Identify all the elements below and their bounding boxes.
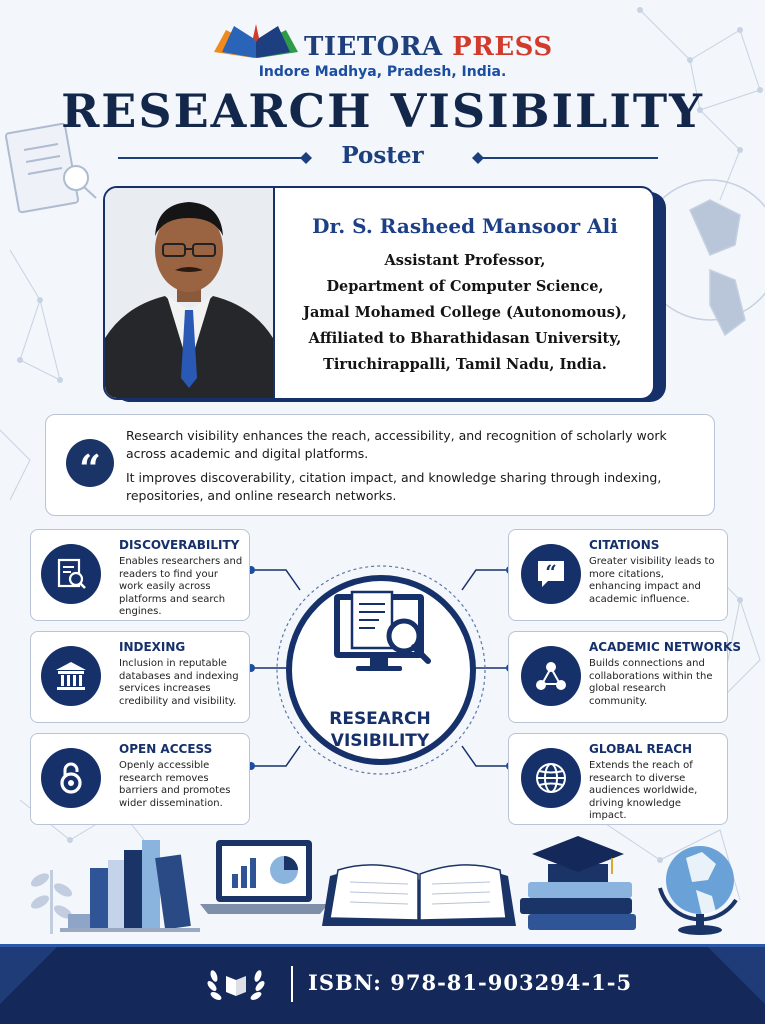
feature-card-global-reach <box>508 733 728 825</box>
center-label-line2: VISIBILITY <box>330 731 430 751</box>
isbn-text: ISBN: 978-81-903294-1-5 <box>308 970 633 995</box>
poster-subtitle: Poster <box>341 142 424 169</box>
feature-description: Openly accessible research removes barriers and promotes wider dissemination. <box>119 760 231 809</box>
open-book-icon <box>322 865 516 926</box>
bottom-illustration <box>0 830 765 944</box>
center-label-line1: RESEARCH <box>329 709 431 729</box>
feature-title: CITATIONS <box>589 538 660 552</box>
feature-description: Extends the reach of research to diverse audiences worldwide, driving knowledge impact. <box>589 760 698 821</box>
publisher-name <box>304 32 553 62</box>
author-photo <box>105 188 275 398</box>
feature-title: GLOBAL REACH <box>589 742 693 756</box>
intro-paragraph-2: It improves discoverability, citation impact, and knowledge sharing through indexing, repositories, and online research networks. <box>126 470 662 503</box>
feature-card-academic-networks <box>508 631 741 723</box>
author-affiliation: Affiliated to Bharathidasan University, <box>308 330 622 347</box>
books-icon <box>60 840 200 932</box>
feature-title: DISCOVERABILITY <box>119 538 240 552</box>
quote-icon: “ <box>66 439 114 487</box>
feature-card-open-access <box>30 733 250 825</box>
graduation-cap-books-icon <box>520 836 636 930</box>
plant-icon <box>29 870 74 934</box>
author-location: Tiruchirappalli, Tamil Nadu, India. <box>323 356 607 373</box>
feature-description: Greater visibility leads to more citations, enhancing impact and academic influence. <box>589 556 715 605</box>
quote-bubble-icon <box>521 544 581 604</box>
svg-text:“: “ <box>545 560 557 584</box>
profile-card <box>103 186 655 400</box>
laurel-book-icon <box>206 962 266 1006</box>
publisher-logo <box>212 14 557 60</box>
author-department: Department of Computer Science, <box>326 278 604 295</box>
open-book-logo-icon <box>212 22 300 60</box>
open-lock-icon <box>41 748 101 808</box>
publisher-location: Indore Madhya, Pradesh, India. <box>258 64 507 80</box>
laptop-chart-icon <box>200 840 328 914</box>
feature-title: OPEN ACCESS <box>119 742 213 756</box>
author-college: Jamal Mohamed College (Autonomous), <box>303 304 627 321</box>
publisher-name-part1: TIETORA <box>304 32 443 62</box>
feature-description: Enables researchers and readers to find your work easily across platforms and search engines. <box>119 556 243 617</box>
feature-description: Builds connections and collaborations within the global research community. <box>589 658 713 707</box>
feature-description: Inclusion in reputable databases and indexing services increases credibility and visibility. <box>119 658 239 707</box>
intro-box <box>45 414 715 516</box>
author-name: Dr. S. Rasheed Mansoor Ali <box>312 214 618 238</box>
feature-card-discoverability <box>30 529 250 621</box>
network-icon <box>521 646 581 706</box>
globe-icon <box>521 748 581 808</box>
publisher-name-part2: PRESS <box>452 32 553 62</box>
document-search-icon <box>41 544 101 604</box>
poster-title: RESEARCH VISIBILITY <box>61 84 704 138</box>
institution-icon <box>41 646 101 706</box>
feature-card-indexing <box>30 631 250 723</box>
desk-globe-icon <box>660 846 736 935</box>
feature-title: ACADEMIC NETWORKS <box>589 640 741 654</box>
author-designation: Assistant Professor, <box>384 252 546 269</box>
footer-divider <box>291 966 293 1002</box>
intro-paragraph-1: Research visibility enhances the reach, accessibility, and recognition of scholarly work across academic and digital platforms. <box>126 428 667 461</box>
feature-card-citations <box>508 529 728 621</box>
feature-title: INDEXING <box>119 640 186 654</box>
